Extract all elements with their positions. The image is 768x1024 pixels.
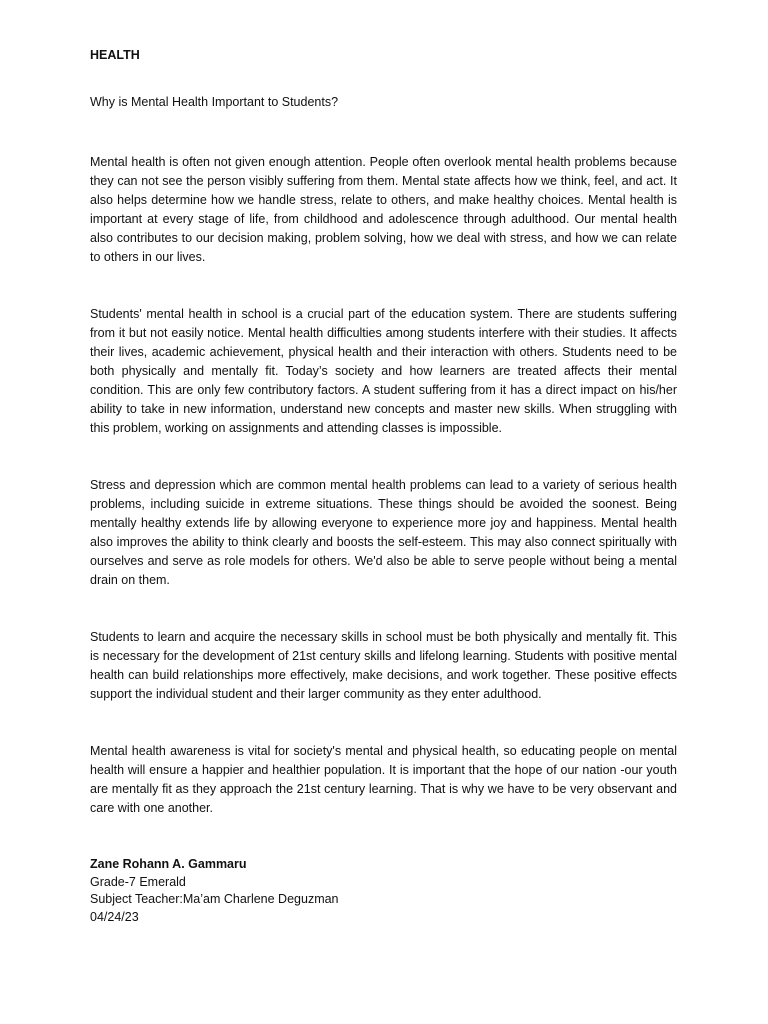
document-date: 04/24/23 [90,909,139,924]
paragraph-3: Stress and depression which are common mental health problems can lead to a variety of serious health problems, including suicide in extreme situations. These things should be avoided the soonest. Being mentally healthy extends life by allowing everyone to experience more joy and happiness. Mental health also improves the ability to think clearly and boosts the self-esteem. This may also connect spiritually with ourselves and serve as role models for others. We'd also be able to serve people without being a mental drain on them. [90,478,677,587]
signature-block [90,856,677,926]
author-name: Zane Rohann A. Gammaru [90,857,247,871]
paragraph-2: Students' mental health in school is a crucial part of the education system. There are students suffering from it but not easily notice. Mental health difficulties among students interfere with their studies. It affects their lives, academic achievement, physical health and their interaction with others. Students need to be both physically and mentally fit. Today’s society and how learners are treated affects their mental condition. This are only few contributory factors. A student suffering from it has a direct impact on his/her ability to take in new information, understand new concepts and master new skills. When struggling with this problem, working on assignments and attending classes is impossible. [90,307,677,435]
document-body [90,47,677,926]
document-heading: HEALTH [90,48,140,62]
paragraph-5: Mental health awareness is vital for society's mental and physical health, so educating people on mental health will ensure a happier and healthier population. It is important that the hope of our nation -our youth are mentally fit as they approach the 21st century learning. That is why we have to be very observant and care with one another. [90,744,677,815]
paragraph-1: Mental health is often not given enough attention. People often overlook mental health problems because they can not see the person visibly suffering from them. Mental state affects how we think, feel, and act. It also helps determine how we handle stress, relate to others, and make healthy choices. Mental health is important at every stage of life, from childhood and adolescence through adulthood. Our mental health also contributes to our decision making, problem solving, how we deal with stress, and how we can relate to others in our lives. [90,155,677,264]
paragraph-4: Students to learn and acquire the necessary skills in school must be both physically and mentally fit. This is necessary for the development of 21st century skills and lifelong learning. Students with positive mental health can build relationships more effectively, make decisions, and work together. These positive effects support the individual student and their larger community as they enter adulthood. [90,630,677,701]
subject-teacher: Subject Teacher:Ma’am Charlene Deguzman [90,892,339,906]
author-grade: Grade-7 Emerald [90,874,186,889]
document-question-title: Why is Mental Health Important to Students? [90,95,339,109]
